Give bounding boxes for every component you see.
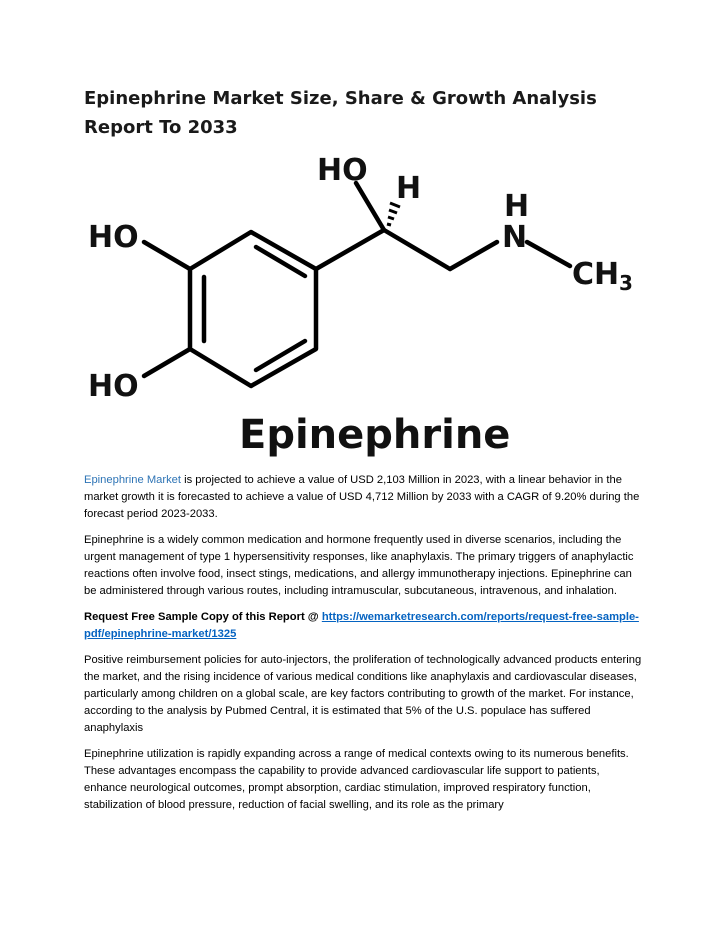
hashed-bond [387, 203, 400, 225]
paragraph-overview: Epinephrine is a widely common medication and hormone frequently used in diverse scenarios, including the urgent management of type 1 hypersensitivity responses, like anaphylaxis. The primary triggers of anaphylactic reactions often involve food, insect stings, medications, and allergy immunotherapy injections. Epinephrine can be administered through various routes, including intramuscular, subcutaneous, intravenous, and inhalation. [84, 534, 634, 597]
atom-ch-subscript: 3 [619, 271, 633, 295]
atom-ho-lower: HO [88, 369, 139, 404]
structure-diagram [84, 150, 636, 460]
atom-ch: CH [572, 257, 620, 292]
sample-request-lead: Request Free Sample Copy of this Report @ [84, 611, 322, 623]
bond-ch2-n [450, 242, 497, 269]
atom-h-amine: H [504, 189, 530, 224]
atom-labels [88, 153, 633, 458]
figure-caption: Epinephrine [239, 412, 511, 458]
bond-chiral-ch2 [384, 230, 450, 269]
bond-chiral-ho [356, 183, 384, 230]
paragraph-market-value-text: is projected to achieve a value of USD 2,103 Million in 2023, with a linear behavior in the market growth it is forecasted to achieve a value of USD 4,712 Million by 2033 with a CAGR of 9.20% during the forecast period 2023-2033. [84, 474, 640, 520]
ring-double-bond-bottom [256, 341, 305, 370]
atom-n: N [502, 220, 528, 255]
paragraph-market-value [84, 472, 644, 523]
epinephrine-market-link[interactable]: Epinephrine Market [84, 474, 182, 486]
epinephrine-structure-figure [84, 150, 636, 460]
atom-ho-upper: HO [88, 220, 139, 255]
bond-n-ch3 [527, 242, 570, 266]
bond-ring-ho-upper [144, 242, 190, 269]
bond-ring-ho-lower [144, 349, 190, 376]
paragraph-utilization: Epinephrine utilization is rapidly expanding across a range of medical contexts owing to its numerous benefits. These advantages encompass the capability to provide advanced cardiovascular life support to patients, enhance neurological outcomes, prompt absorption, cardiac stimulation, improved respiratory function, stabilization of blood pressure, reduction of facial swelling, and its role as the primary [84, 748, 629, 811]
atom-ho-top: HO [317, 153, 368, 188]
atom-h-chiral: H [396, 171, 422, 206]
paragraph-growth-drivers: Positive reimbursement policies for auto-injectors, the proliferation of technologically advanced products entering the market, and the rising incidence of various medical conditions like anaphylaxis and cardiovascular diseases, particularly among children on a global scale, are key factors contributing to growth of the market. For instance, according to the analysis by Pubmed Central, it is estimated that 5% of the U.S. populace has suffered anaphylaxis [84, 654, 642, 734]
page-title: Epinephrine Market Size, Share & Growth Analysis Report To 2033 [84, 88, 597, 138]
sample-request-link[interactable]: https://wemarketresearch.com/reports/request-free-sample-pdf/epinephrine-market/1325 [84, 611, 639, 640]
benzene-ring [190, 232, 316, 386]
bond-ring-chiral [316, 230, 384, 269]
paragraph-sample-request [84, 609, 644, 643]
article-body [84, 472, 644, 823]
